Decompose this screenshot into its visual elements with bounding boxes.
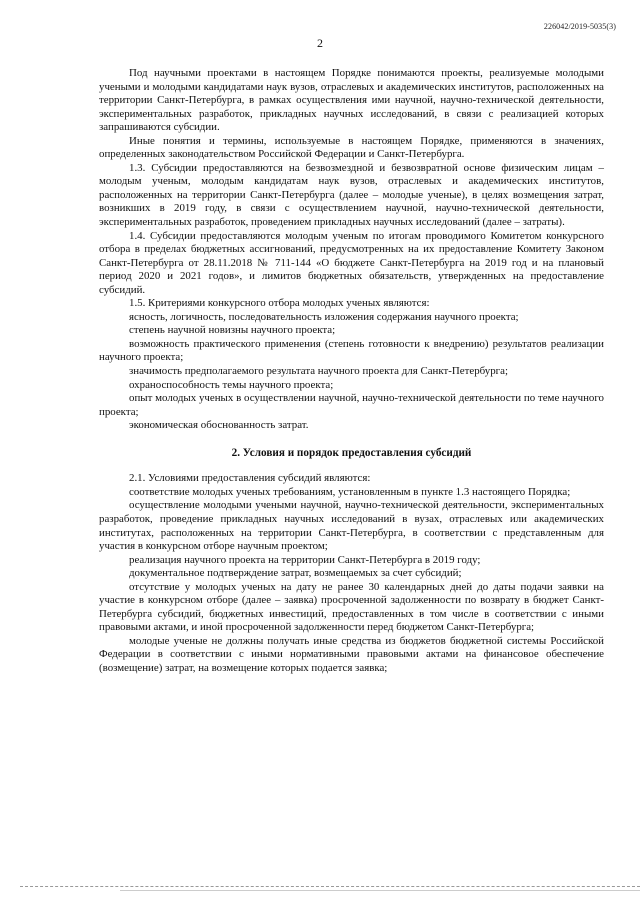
paragraph: Под научными проектами в настоящем Порядке понимаются проекты, реализуемые молодыми учеными и молодыми кандидатами наук вузов, отраслевых и академических институтов, расположенных на территории Санкт-Петербурга, в рамках осуществления ими научной, научно-технической деятельности, экспериментальных разработок, прикладных научных исследований, в связи с реализацией которых запрашиваются субсидии.: [99, 67, 604, 134]
paragraph: Иные понятия и термины, используемые в настоящем Порядке, применяются в значениях, определенных законодательством Российской Федерации и Санкт-Петербурга.: [99, 134, 604, 161]
criteria-item: значимость предполагаемого результата научного проекта для Санкт-Петербурга;: [129, 365, 508, 378]
condition-item: молодые ученые не должны получать иные средства из бюджетов бюджетной системы Российской Федерации в соответствии с иными нормативными правовыми актами на финансовое обеспечение (возмещение) затрат, на возмещение которых подается заявка;: [99, 634, 604, 674]
scan-edge-line: [20, 886, 640, 887]
paragraph: 1.5. Критериями конкурсного отбора молодых ученых являются:: [129, 297, 430, 310]
page-number: 2: [317, 36, 323, 50]
condition-item: отсутствие у молодых ученых на дату не ранее 30 календарных дней до даты подачи заявки на участие в конкурсном отборе (далее – заявка) просроченной задолженности по возврату в бюджет Санкт-Петербурга субсидий, бюджетных инвестиций, предоставленных в том числе в соответствии с иными правовыми актами, и иной просроченной задолженности перед бюджетом Санкт-Петербурга;: [99, 580, 604, 634]
paragraph: 1.4. Субсидии предоставляются молодым ученым по итогам проводимого Комитетом конкурсного отбора в пределах бюджетных ассигнований, предусмотренных на их предоставление Комитету Законом Санкт-Петербурга от 28.11.2018 № 711-144 «О бюджете Санкт-Петербурга на 2019 год и на плановый период 2020 и 2021 годов», и лимитов бюджетных обязательств, утвержденных на предоставление субсидий.: [99, 229, 604, 296]
condition-item: осуществление молодыми учеными научной, научно-технической деятельности, экспериментальных разработок, проведение прикладных научных исследований в вузах, отраслевых или академических институтах, расположенных на территории Санкт-Петербурга, в соответствии с представленным для участия в конкурсном отборе научным проектом;: [99, 499, 604, 553]
criteria-item: ясность, логичность, последовательность изложения содержания научного проекта;: [129, 310, 519, 323]
paragraph: 2.1. Условиями предоставления субсидий являются:: [129, 472, 371, 485]
criteria-item: степень научной новизны научного проекта;: [129, 324, 336, 337]
criteria-item: возможность практического применения (степень готовности к внедрению) результатов реализации научного проекта;: [99, 337, 604, 364]
scan-edge-line: [120, 890, 640, 891]
paragraph: 1.3. Субсидии предоставляются на безвозмездной и безвозвратной основе физическим лицам – молодым ученым, молодым кандидатам наук вузов, отраслевых и академических институтов, расположенных на территории Санкт-Петербурга (далее – молодые ученые), в целях возмещения затрат, возникших в 2019 году, в связи с осуществлением научной, научно-технической деятельности, экспериментальных разработок, проведением прикладных научных исследований (далее – затраты).: [99, 161, 604, 229]
criteria-item: экономическая обоснованность затрат.: [129, 419, 309, 432]
criteria-item: опыт молодых ученых в осуществлении научной, научно-технической деятельности по теме научного проекта;: [99, 392, 604, 418]
condition-item: реализация научного проекта на территории Санкт-Петербурга в 2019 году;: [129, 553, 481, 566]
condition-item: документальное подтверждение затрат, возмещаемых за счет субсидий;: [129, 567, 462, 580]
document-number: 226042/2019-5035(3): [543, 22, 616, 31]
document-body: [99, 67, 604, 676]
section-heading: 2. Условия и порядок предоставления субсидий: [231, 446, 472, 459]
criteria-item: охраноспособность темы научного проекта;: [129, 378, 334, 391]
condition-item: соответствие молодых ученых требованиям, установленным в пункте 1.3 настоящего Порядка;: [129, 485, 571, 498]
